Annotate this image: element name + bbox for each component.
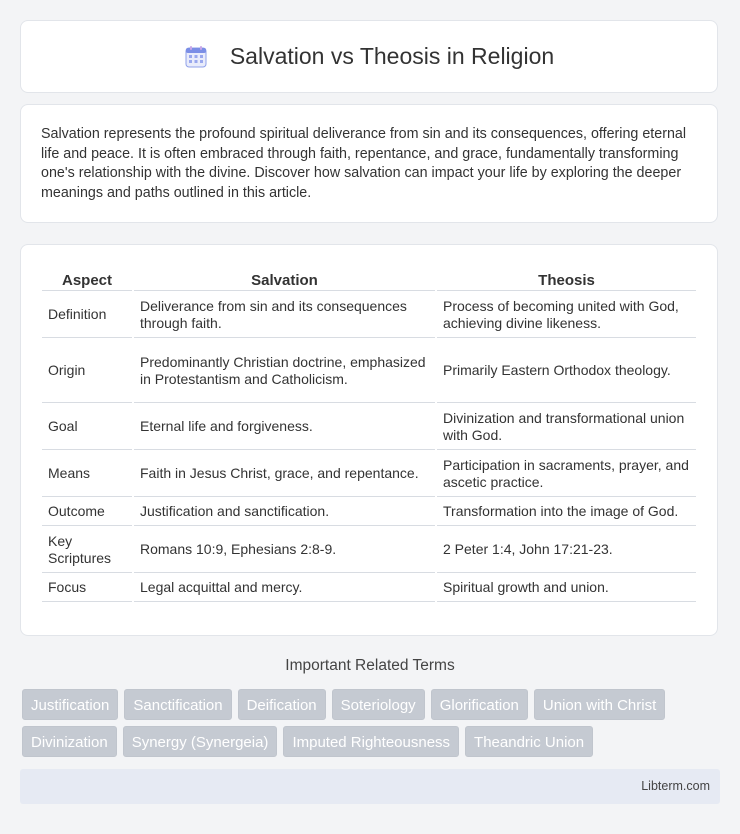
theosis-cell: Participation in sacraments, prayer, and ascetic practice. [437,452,696,497]
table-row [42,575,696,602]
aspect-cell: Outcome [42,499,132,526]
footer-site-link[interactable]: Libterm.com [641,779,710,793]
tag-theandric-union[interactable]: Theandric Union [465,726,593,757]
theosis-cell: Process of becoming united with God, achieving divine likeness. [437,293,696,338]
comparison-table-card [20,244,718,636]
header-theosis: Theosis [437,267,696,291]
theosis-cell: Primarily Eastern Orthodox theology. [437,340,696,403]
tag-imputed-righteousness[interactable]: Imputed Righteousness [283,726,459,757]
salvation-cell: Deliverance from sin and its consequences through faith. [134,293,435,338]
intro-text: Salvation represents the profound spiritual deliverance from sin and its consequences, offering eternal life and peace. It is often embraced through faith, repentance, and grace, fundamentally transforming one's relationship with the divine. Discover how salvation can impact your life by exploring the deeper meanings and paths outlined in this article. [41,126,687,201]
header-card [20,20,718,93]
salvation-cell: Eternal life and forgiveness. [134,405,435,450]
comparison-table [40,265,698,604]
aspect-cell: Focus [42,575,132,602]
calendar-grid-icon [184,45,208,69]
aspect-cell: Definition [42,293,132,338]
tag-synergy[interactable]: Synergy (Synergeia) [123,726,278,757]
aspect-cell: Origin [42,340,132,403]
table-row [42,528,696,573]
theosis-cell: Spiritual growth and union. [437,575,696,602]
related-terms-list [22,689,722,757]
tag-union-with-christ[interactable]: Union with Christ [534,689,665,720]
salvation-cell: Legal acquittal and mercy. [134,575,435,602]
page-title: Salvation vs Theosis in Religion [229,43,555,69]
intro-card [20,104,718,223]
tag-sanctification[interactable]: Sanctification [124,689,231,720]
theosis-cell: Divinization and transformational union with God. [437,405,696,450]
table-row [42,293,696,338]
aspect-cell: Goal [42,405,132,450]
salvation-cell: Faith in Jesus Christ, grace, and repentance. [134,452,435,497]
header-aspect: Aspect [42,267,132,291]
aspect-cell: Means [42,452,132,497]
tag-glorification[interactable]: Glorification [431,689,528,720]
salvation-cell: Romans 10:9, Ephesians 2:8-9. [134,528,435,573]
tag-divinization[interactable]: Divinization [22,726,117,757]
salvation-cell: Justification and sanctification. [134,499,435,526]
theosis-cell: Transformation into the image of God. [437,499,696,526]
table-row [42,452,696,497]
tag-soteriology[interactable]: Soteriology [332,689,425,720]
aspect-cell: Key Scriptures [42,528,132,573]
table-row [42,405,696,450]
tag-justification[interactable]: Justification [22,689,118,720]
table-row [42,499,696,526]
table-header-row [42,267,696,291]
tag-deification[interactable]: Deification [238,689,326,720]
table-row [42,340,696,403]
header-salvation: Salvation [134,267,435,291]
related-terms-title: Important Related Terms [285,657,455,674]
salvation-cell: Predominantly Christian doctrine, emphasized in Protestantism and Catholicism. [134,340,435,403]
theosis-cell: 2 Peter 1:4, John 17:21-23. [437,528,696,573]
footer [20,769,720,804]
